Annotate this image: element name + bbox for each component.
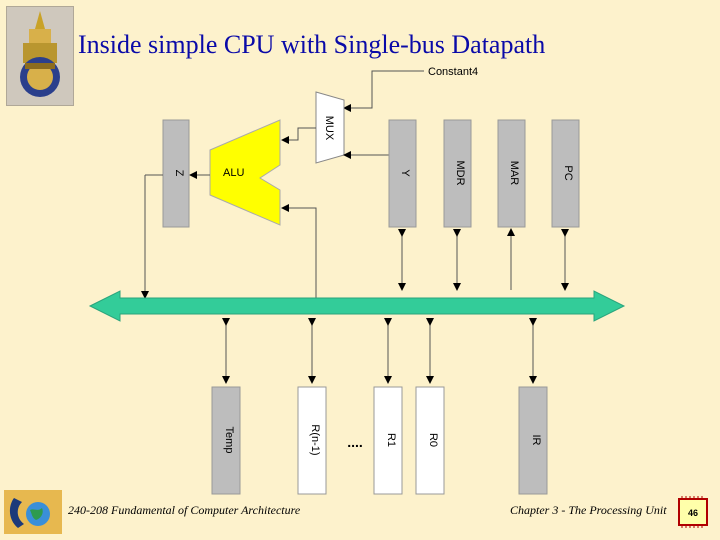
register-mdr-label: MDR <box>454 160 466 186</box>
mux-label: MUX <box>323 115 335 141</box>
register-pc-label: PC <box>562 165 574 181</box>
alu-block <box>210 120 280 225</box>
register-r0-label: R0 <box>427 432 439 448</box>
register-mar-label: MAR <box>508 160 520 186</box>
register-z-label: Z <box>173 169 185 177</box>
footer-chapter-title: Chapter 3 - The Processing Unit <box>510 503 667 517</box>
chip-icon <box>676 496 710 528</box>
register-ir-label: IR <box>530 434 542 446</box>
register-ellipsis: .... <box>347 434 363 450</box>
constant4-line <box>344 71 424 108</box>
alu-label: ALU <box>223 167 245 179</box>
page-number-chip <box>676 496 710 528</box>
constant4-label: Constant4 <box>428 66 479 78</box>
footer-course-title: 240-208 Fundamental of Computer Architecture <box>68 503 301 517</box>
register-rn1-label: R(n-1) <box>309 424 321 456</box>
globe-icon <box>4 490 62 534</box>
register-r1-label: R1 <box>385 432 397 448</box>
register-temp-label: Temp <box>223 426 235 454</box>
data-bus <box>90 291 624 321</box>
page-number: 46 <box>687 508 699 518</box>
mux-to-alu-line <box>282 128 316 140</box>
course-logo <box>4 490 62 534</box>
register-y-label: Y <box>399 169 411 177</box>
bus-to-alu-line <box>282 208 316 298</box>
slide-title: Inside simple CPU with Single-bus Datapath <box>78 30 546 59</box>
